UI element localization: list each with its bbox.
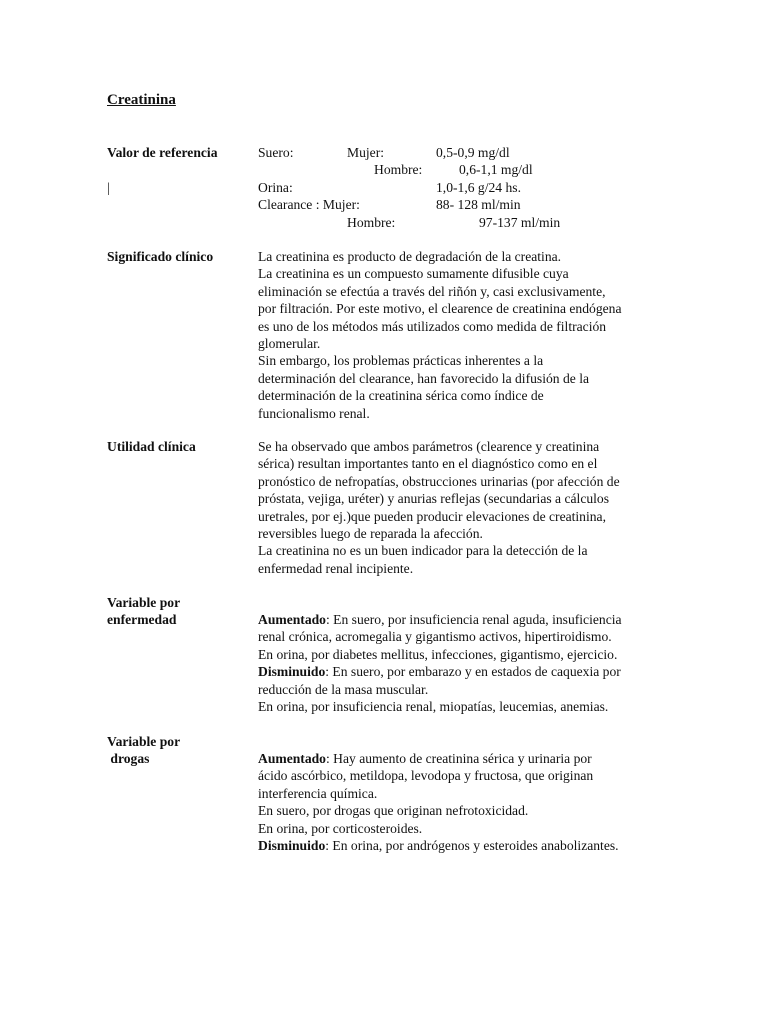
paragraph-line: En suero, por drogas que originan nefrotoxicidad. [258,803,529,819]
utilidad-label: Utilidad clínica [107,439,196,454]
paragraph-line [258,750,668,767]
page-title: Creatinina [107,92,176,108]
enfermedad-label [107,594,257,629]
disminuido-text: : En orina, por andrógenos y esteroides anabolizantes. [325,838,619,854]
disminuido-text: : En suero, por embarazo y en estados de caquexia por [325,664,621,680]
paragraph-line [258,611,668,628]
paragraph-line: funcionalismo renal. [258,405,370,421]
paragraph-line: es uno de los métodos más utilizados como medida de filtración [258,318,607,334]
paragraph-line [258,837,668,854]
aumentado-term: Aumentado [258,612,326,627]
enfermedad-label-line1: Variable por [107,595,181,610]
drogas-label-line1: Variable por [107,734,181,749]
significado-label: Significado clínico [107,249,214,264]
utilidad-body [258,438,668,577]
paragraph-line: La creatinina es un compuesto sumamente difusible cuya [258,266,569,282]
paragraph-line: sérica) resultan importantes tanto en el diagnóstico como en el [258,456,598,472]
aumentado-text: : En suero, por insuficiencia renal aguda, insuficiencia [325,612,622,627]
enfermedad-label-line2: enfermedad [107,612,177,628]
paragraph-line: La creatinina es producto de degradación de la creatina. [258,249,562,264]
paragraph-line: Sin embargo, los problemas prácticas inherentes a la [258,353,544,369]
aumentado-text: : Hay aumento de creatinina sérica y urinaria por [325,751,592,766]
orina-value: 1,0-1,6 g/24 hs. [436,180,521,195]
paragraph-line: próstata, vejiga, uréter) y anurias reflejas (secundarias a cálculos [258,491,610,507]
disminuido-term: Disminuido [258,664,326,680]
paragraph-line: eliminación se efectúa a través del riñón y, casi exclusivamente, [258,283,606,299]
significado-body [258,248,668,422]
paragraph-line: ácido ascórbico, metildopa, levodopa y fructosa, que originan [258,768,594,784]
clearance-hombre-value: 97-137 ml/min [479,215,561,230]
paragraph-line: interferencia química. [258,785,378,801]
paragraph-line: glomerular. [258,336,321,352]
suero-label: Suero: [258,145,294,160]
orina-label: Orina: [258,180,293,195]
reference-section [107,144,667,234]
hombre-label: Hombre: [374,162,423,177]
mujer-label: Mujer: [347,145,384,160]
paragraph-line: Se ha observado que ambos parámetros (clearence y creatinina [258,439,600,454]
paragraph-line: En orina, por diabetes mellitus, infecciones, gigantismo, ejercicio. [258,646,618,662]
aumentado-term: Aumentado [258,751,326,766]
mujer-value: 0,5-0,9 mg/dl [436,145,510,160]
paragraph-line: por filtración. Por este motivo, el clearence de creatinina endógena [258,301,622,317]
reference-label: Valor de referencia [107,145,218,160]
paragraph-line: enfermedad renal incipiente. [258,560,414,576]
hombre-value: 0,6-1,1 mg/dl [459,162,533,177]
paragraph-line: determinación de la creatinina sérica como índice de [258,388,544,404]
paragraph-line: renal crónica, acromegalia y gigantismo activos, hipertiroidismo. [258,629,612,645]
drogas-label-line2: drogas [107,751,150,767]
clearance-mujer-value: 88- 128 ml/min [436,197,521,212]
drogas-body [258,750,668,854]
paragraph-line: pronóstico de nefropatías, obstrucciones urinarias (por afección de [258,473,620,489]
paragraph-line: En orina, por insuficiencia renal, miopatías, leucemias, anemias. [258,699,609,715]
paragraph-line: En orina, por corticosteroides. [258,820,423,836]
paragraph-line: reducción de la masa muscular. [258,681,429,697]
clearance-label: Clearance : Mujer: [258,197,360,212]
enfermedad-body [258,611,668,715]
paragraph-line: uretrales, por ej.)que pueden producir elevaciones de creatinina, [258,508,606,524]
drogas-label [107,733,257,768]
clearance-hombre-label: Hombre: [347,215,396,230]
disminuido-term: Disminuido [258,838,326,854]
paragraph-line: determinación del clearance, han favorecido la difusión de la [258,370,590,386]
reference-marker: | [107,180,110,195]
paragraph-line: La creatinina no es un buen indicador para la detección de la [258,543,588,559]
paragraph-line: reversibles luego de reparada la afección. [258,526,483,542]
paragraph-line [258,663,668,680]
